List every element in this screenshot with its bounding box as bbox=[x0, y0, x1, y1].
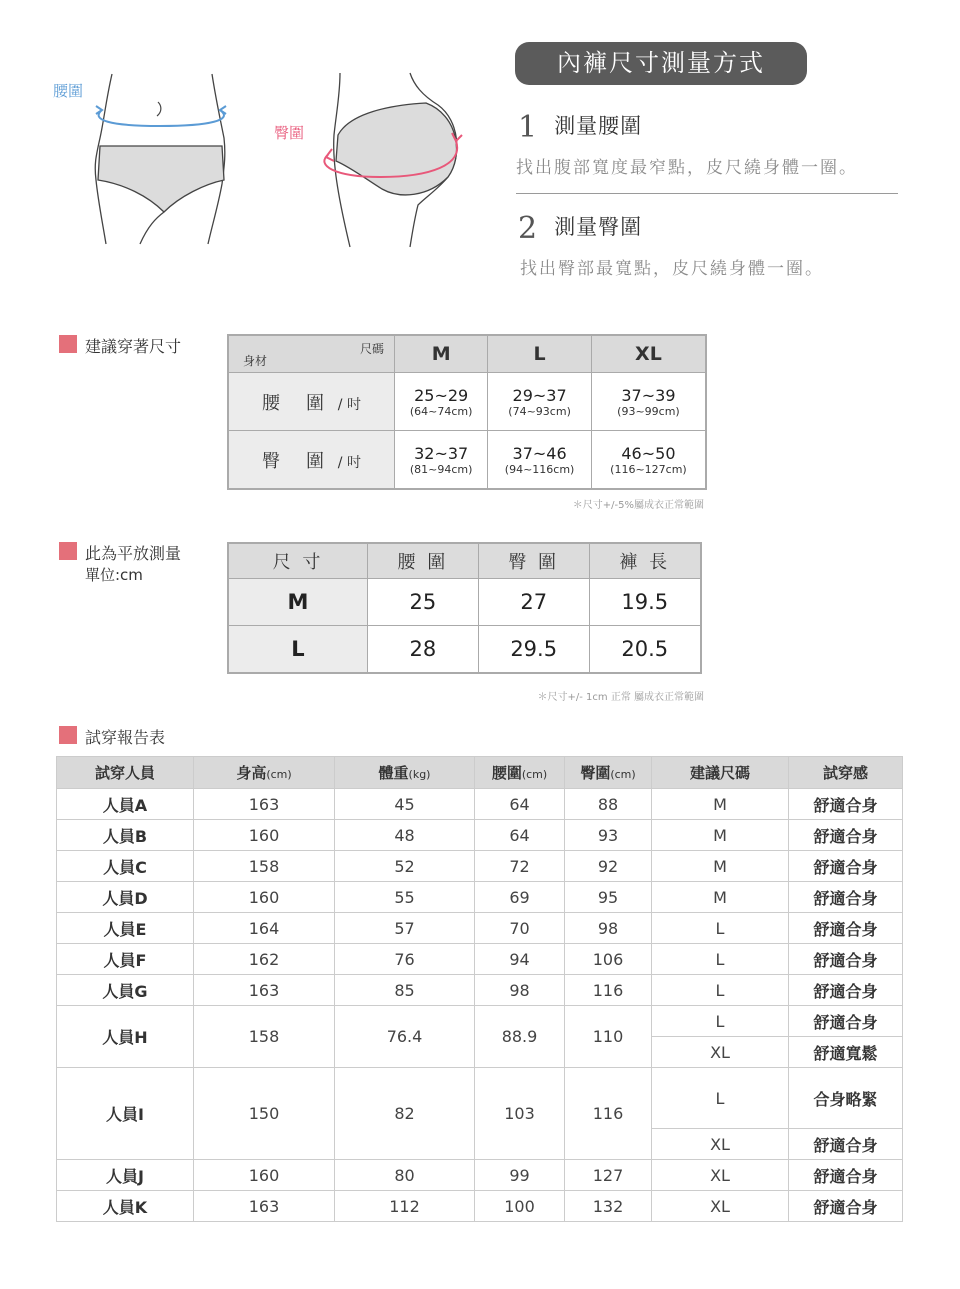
step-divider bbox=[516, 193, 898, 194]
size-cell: 37~39 (93~99cm) bbox=[591, 373, 706, 431]
flat-measure-table bbox=[227, 542, 702, 674]
flat-section-unit: 單位:cm bbox=[85, 566, 143, 584]
report-height-cell: 163 bbox=[194, 789, 335, 820]
corner-size-label: 尺碼 bbox=[359, 342, 384, 356]
report-size-cell: M bbox=[652, 789, 789, 820]
flat-row-size: M bbox=[228, 579, 368, 626]
report-feel-cell: 舒適合身 bbox=[789, 913, 903, 944]
report-height-cell: 163 bbox=[194, 975, 335, 1006]
flat-header-waist: 腰 圍 bbox=[368, 543, 479, 579]
report-header-cell: 試穿人員 bbox=[57, 757, 194, 789]
report-weight-cell: 112 bbox=[335, 1191, 475, 1222]
flat-cell: 29.5 bbox=[478, 626, 589, 674]
size-cell: 25~29 (64~74cm) bbox=[395, 373, 488, 431]
report-size-cell: M bbox=[652, 820, 789, 851]
table-row bbox=[57, 1006, 903, 1037]
report-name-cell: 人員A bbox=[57, 789, 194, 820]
flat-cell: 25 bbox=[368, 579, 479, 626]
report-waist-cell: 94 bbox=[475, 944, 565, 975]
report-hip-cell: 88 bbox=[565, 789, 652, 820]
flat-tolerance-note: ＊尺寸+/- 1cm 正常 屬成衣正常範圍 bbox=[537, 692, 704, 703]
report-hip-cell: 93 bbox=[565, 820, 652, 851]
report-weight-cell: 45 bbox=[335, 789, 475, 820]
report-hip-cell: 116 bbox=[565, 975, 652, 1006]
flat-header-size: 尺 寸 bbox=[228, 543, 368, 579]
flat-row-size: L bbox=[228, 626, 368, 674]
report-waist-cell: 103 bbox=[475, 1068, 565, 1160]
report-name-cell: 人員C bbox=[57, 851, 194, 882]
report-height-cell: 158 bbox=[194, 1006, 335, 1068]
report-weight-cell: 82 bbox=[335, 1068, 475, 1160]
report-height-cell: 164 bbox=[194, 913, 335, 944]
report-header-cell: 腰圍(cm) bbox=[475, 757, 565, 789]
section-marker bbox=[59, 726, 77, 744]
report-weight-cell: 76 bbox=[335, 944, 475, 975]
size-cell: 29~37 (74~93cm) bbox=[488, 373, 592, 431]
step-1-title: 測量腰圍 bbox=[554, 114, 643, 138]
report-waist-cell: 88.9 bbox=[475, 1006, 565, 1068]
report-hip-cell: 98 bbox=[565, 913, 652, 944]
step-2-number: 2 bbox=[518, 211, 538, 246]
report-size-cell: XL bbox=[652, 1191, 789, 1222]
report-header-cell: 身高(cm) bbox=[194, 757, 335, 789]
report-hip-cell: 95 bbox=[565, 882, 652, 913]
report-feel-cell: 舒適合身 bbox=[789, 975, 903, 1006]
report-feel-cell: 舒適寬鬆 bbox=[789, 1037, 903, 1068]
report-size-cell: XL bbox=[652, 1129, 789, 1160]
flat-cell: 28 bbox=[368, 626, 479, 674]
report-waist-cell: 70 bbox=[475, 913, 565, 944]
report-size-cell: L bbox=[652, 1006, 789, 1037]
size-section-title: 建議穿著尺寸 bbox=[85, 337, 182, 356]
size-header-xl: XL bbox=[591, 335, 706, 373]
report-name-cell: 人員H bbox=[57, 1006, 194, 1068]
report-header-cell: 體重(kg) bbox=[335, 757, 475, 789]
report-hip-cell: 127 bbox=[565, 1160, 652, 1191]
size-row-waist-label: 腰 圍 / 吋 bbox=[228, 373, 395, 431]
report-feel-cell: 舒適合身 bbox=[789, 820, 903, 851]
step-2-title: 測量臀圍 bbox=[554, 215, 643, 239]
report-header-cell: 建議尺碼 bbox=[652, 757, 789, 789]
report-section-title: 試穿報告表 bbox=[85, 728, 166, 747]
flat-section-title: 此為平放測量 bbox=[85, 544, 182, 563]
size-cell: 32~37 (81~94cm) bbox=[395, 431, 488, 490]
report-name-cell: 人員F bbox=[57, 944, 194, 975]
size-row-hip-label: 臀 圍 / 吋 bbox=[228, 431, 395, 490]
step-1-description: 找出腹部寬度最窄點，皮尺繞身體一圈。 bbox=[516, 158, 858, 178]
report-feel-cell: 舒適合身 bbox=[789, 851, 903, 882]
corner-body-label: 身材 bbox=[243, 354, 268, 368]
report-feel-cell: 舒適合身 bbox=[789, 789, 903, 820]
report-height-cell: 160 bbox=[194, 820, 335, 851]
table-row bbox=[57, 882, 903, 913]
report-hip-cell: 116 bbox=[565, 1068, 652, 1160]
hip-measure-figure bbox=[310, 65, 470, 255]
report-feel-cell: 舒適合身 bbox=[789, 1006, 903, 1037]
report-height-cell: 160 bbox=[194, 1160, 335, 1191]
report-weight-cell: 80 bbox=[335, 1160, 475, 1191]
section-marker bbox=[59, 542, 77, 560]
flat-cell: 19.5 bbox=[589, 579, 701, 626]
report-name-cell: 人員E bbox=[57, 913, 194, 944]
report-name-cell: 人員B bbox=[57, 820, 194, 851]
report-waist-cell: 100 bbox=[475, 1191, 565, 1222]
report-size-cell: L bbox=[652, 913, 789, 944]
report-name-cell: 人員K bbox=[57, 1191, 194, 1222]
flat-header-length: 褲 長 bbox=[589, 543, 701, 579]
step-1 bbox=[518, 110, 642, 145]
report-section-heading bbox=[59, 725, 165, 748]
size-tolerance-note: ＊尺寸+/-5%屬成衣正常範圍 bbox=[572, 500, 704, 511]
report-weight-cell: 55 bbox=[335, 882, 475, 913]
size-cell: 37~46 (94~116cm) bbox=[488, 431, 592, 490]
report-hip-cell: 106 bbox=[565, 944, 652, 975]
size-table bbox=[227, 334, 707, 490]
table-row bbox=[57, 975, 903, 1006]
report-weight-cell: 76.4 bbox=[335, 1006, 475, 1068]
report-height-cell: 162 bbox=[194, 944, 335, 975]
table-row bbox=[57, 820, 903, 851]
section-marker bbox=[59, 335, 77, 353]
table-row bbox=[57, 944, 903, 975]
step-2-description: 找出臀部最寬點，皮尺繞身體一圈。 bbox=[520, 259, 824, 279]
table-row bbox=[57, 851, 903, 882]
report-weight-cell: 48 bbox=[335, 820, 475, 851]
report-waist-cell: 72 bbox=[475, 851, 565, 882]
report-size-cell: XL bbox=[652, 1160, 789, 1191]
report-height-cell: 158 bbox=[194, 851, 335, 882]
step-1-number: 1 bbox=[518, 110, 538, 145]
report-feel-cell: 舒適合身 bbox=[789, 944, 903, 975]
table-row bbox=[57, 913, 903, 944]
report-size-cell: L bbox=[652, 1068, 789, 1129]
report-weight-cell: 85 bbox=[335, 975, 475, 1006]
report-size-cell: M bbox=[652, 882, 789, 913]
report-name-cell: 人員G bbox=[57, 975, 194, 1006]
report-hip-cell: 110 bbox=[565, 1006, 652, 1068]
report-feel-cell: 舒適合身 bbox=[789, 1191, 903, 1222]
flat-header-hip: 臀 圍 bbox=[478, 543, 589, 579]
page-title: 內褲尺寸測量方式 bbox=[515, 42, 807, 85]
waist-label: 腰圍 bbox=[53, 82, 84, 100]
flat-section-heading bbox=[59, 541, 181, 585]
size-table-corner bbox=[228, 335, 395, 373]
report-waist-cell: 99 bbox=[475, 1160, 565, 1191]
report-header-cell: 臀圍(cm) bbox=[565, 757, 652, 789]
report-height-cell: 163 bbox=[194, 1191, 335, 1222]
report-waist-cell: 64 bbox=[475, 820, 565, 851]
report-name-cell: 人員J bbox=[57, 1160, 194, 1191]
report-feel-cell: 舒適合身 bbox=[789, 1129, 903, 1160]
report-hip-cell: 92 bbox=[565, 851, 652, 882]
size-cell: 46~50 (116~127cm) bbox=[591, 431, 706, 490]
report-weight-cell: 57 bbox=[335, 913, 475, 944]
size-header-m: M bbox=[395, 335, 488, 373]
size-header-l: L bbox=[488, 335, 592, 373]
table-row bbox=[57, 1068, 903, 1129]
report-feel-cell: 舒適合身 bbox=[789, 1160, 903, 1191]
table-row bbox=[57, 1191, 903, 1222]
table-row bbox=[57, 1160, 903, 1191]
report-waist-cell: 98 bbox=[475, 975, 565, 1006]
hip-label: 臀圍 bbox=[274, 124, 305, 142]
report-feel-cell: 合身略緊 bbox=[789, 1068, 903, 1129]
size-section-heading bbox=[59, 334, 181, 357]
report-waist-cell: 64 bbox=[475, 789, 565, 820]
report-size-cell: L bbox=[652, 944, 789, 975]
flat-cell: 20.5 bbox=[589, 626, 701, 674]
report-weight-cell: 52 bbox=[335, 851, 475, 882]
report-waist-cell: 69 bbox=[475, 882, 565, 913]
flat-cell: 27 bbox=[478, 579, 589, 626]
report-size-cell: L bbox=[652, 975, 789, 1006]
report-feel-cell: 舒適合身 bbox=[789, 882, 903, 913]
report-hip-cell: 132 bbox=[565, 1191, 652, 1222]
report-size-cell: M bbox=[652, 851, 789, 882]
report-header-cell: 試穿感 bbox=[789, 757, 903, 789]
report-height-cell: 160 bbox=[194, 882, 335, 913]
report-height-cell: 150 bbox=[194, 1068, 335, 1160]
step-2 bbox=[518, 211, 642, 246]
report-size-cell: XL bbox=[652, 1037, 789, 1068]
report-name-cell: 人員D bbox=[57, 882, 194, 913]
table-row bbox=[57, 789, 903, 820]
fitting-report-table bbox=[56, 756, 903, 1222]
report-name-cell: 人員I bbox=[57, 1068, 194, 1160]
